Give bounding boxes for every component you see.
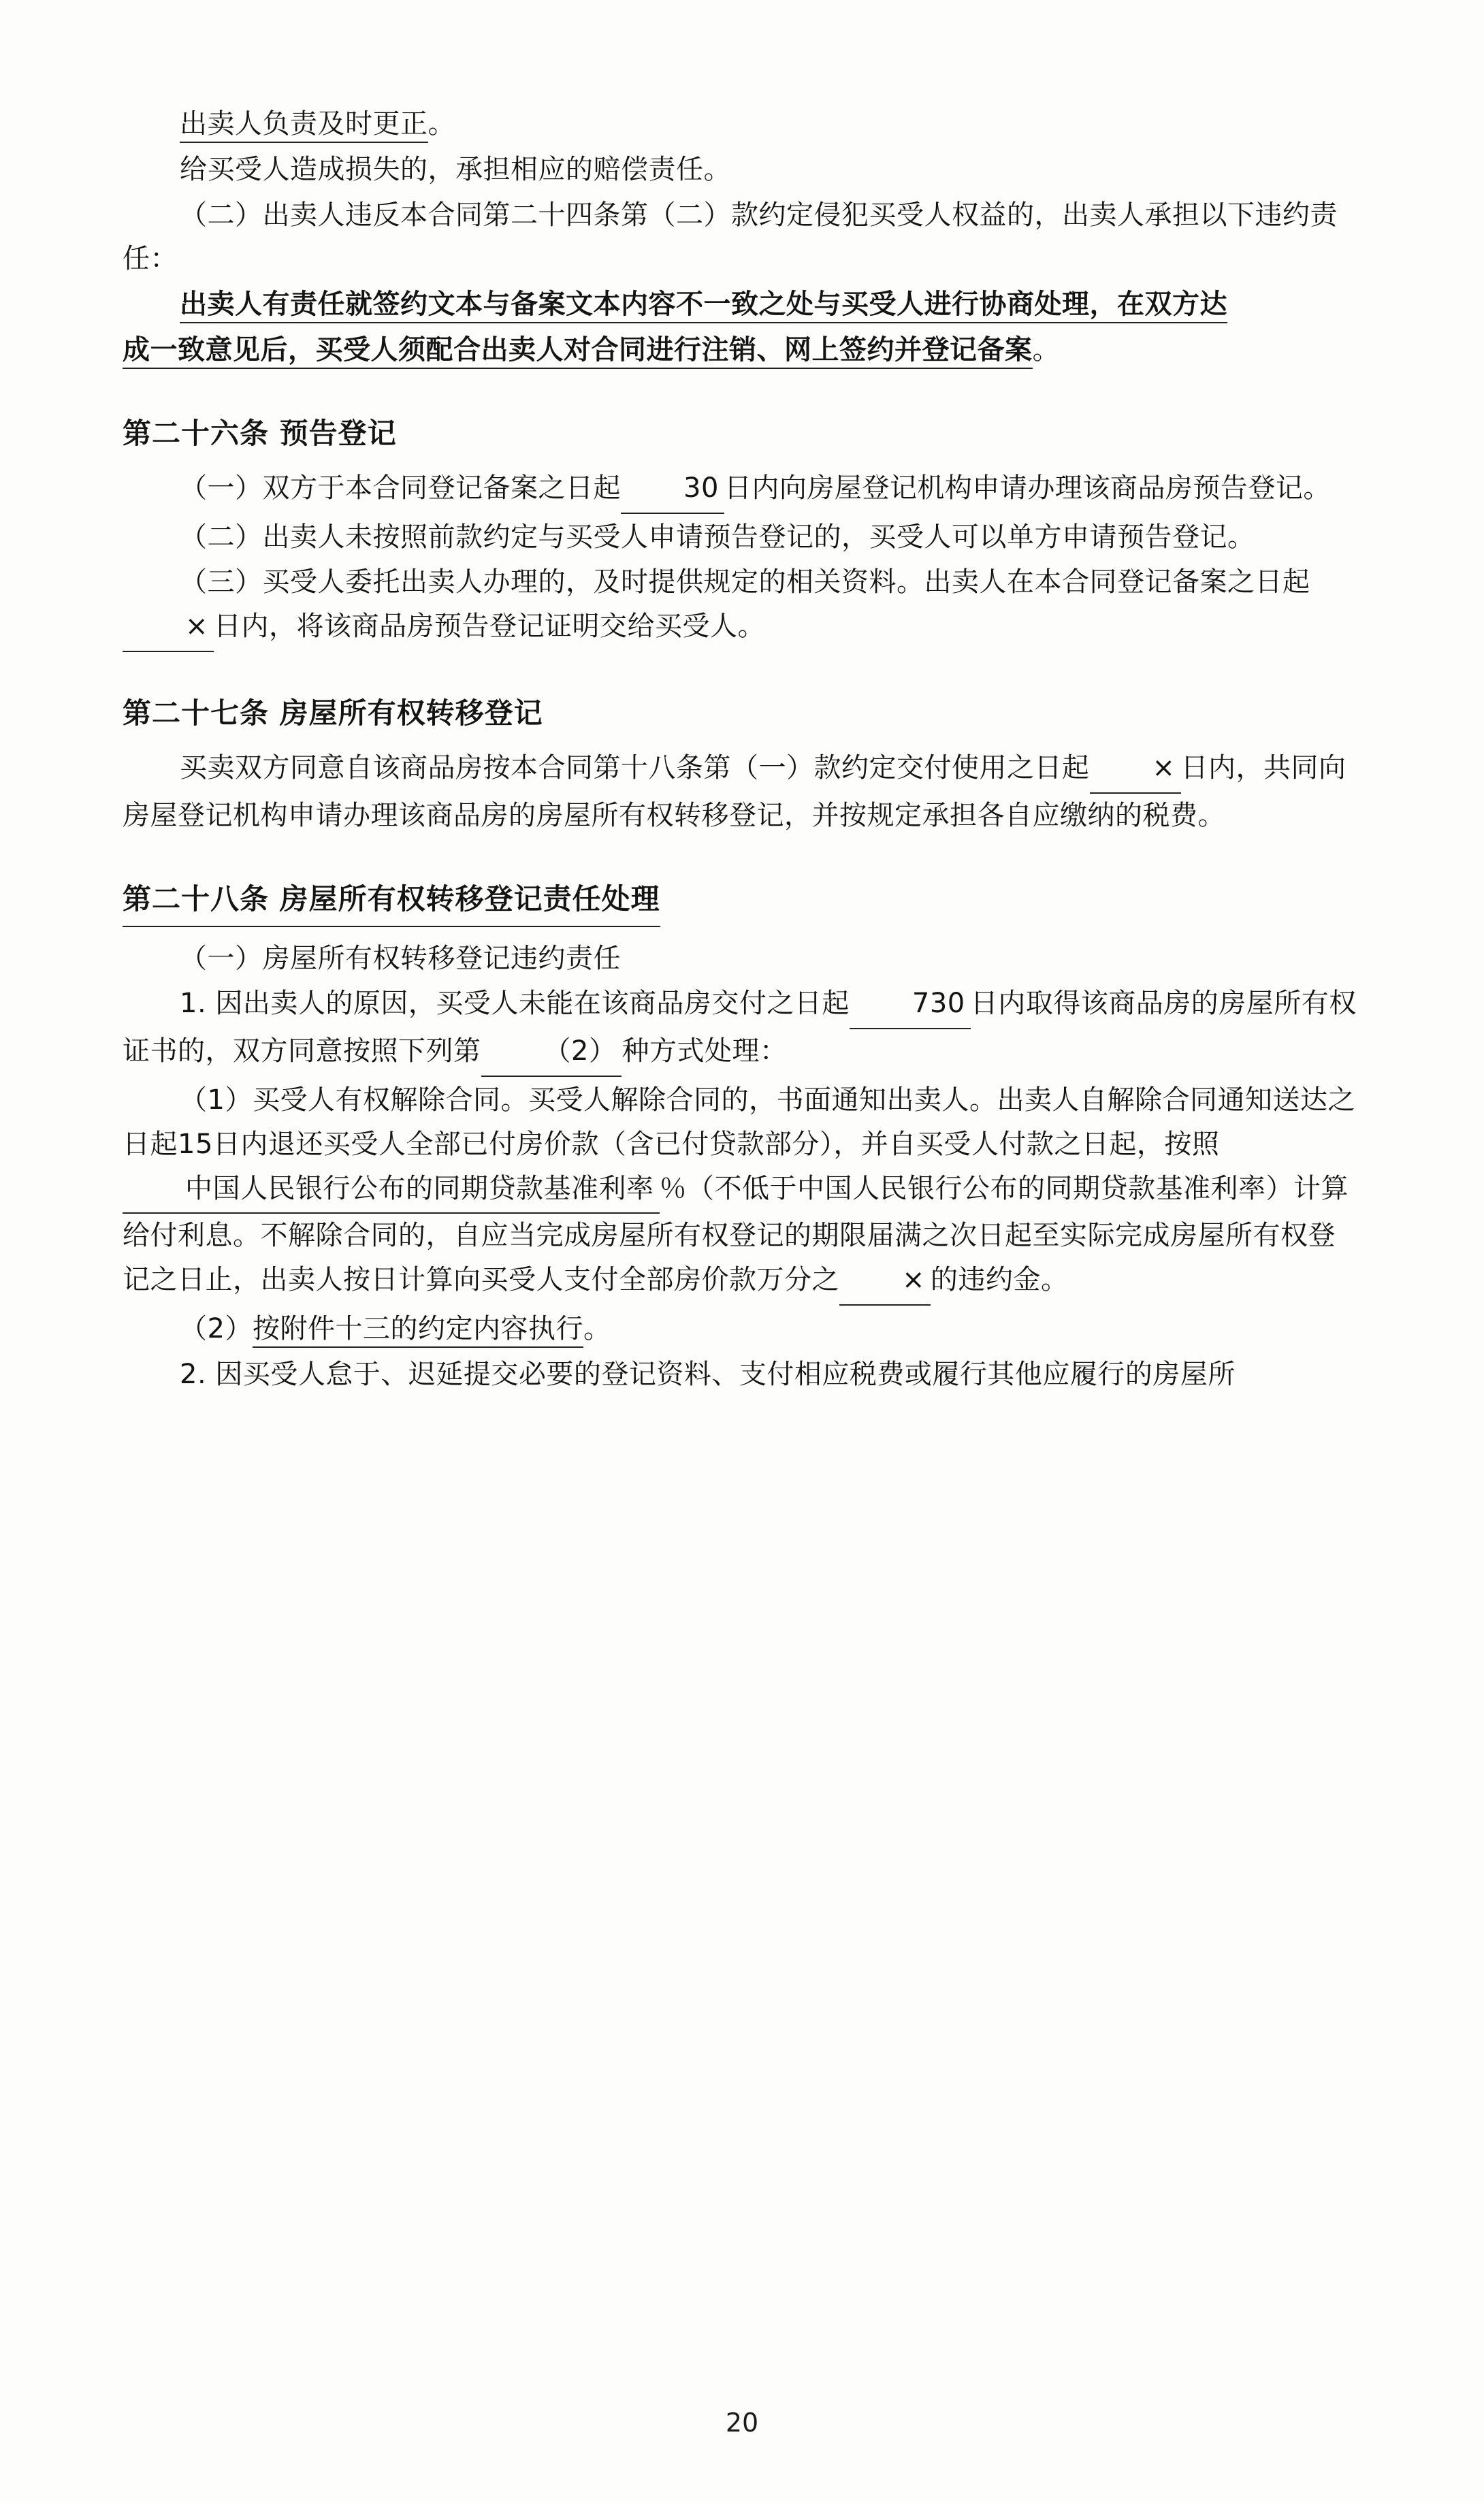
heading-article-28 <box>123 876 1361 927</box>
art27-blank: × <box>1090 746 1181 794</box>
art28-1-1-blank-days: 730 <box>850 982 971 1029</box>
art28-opt1-rate-blank: 中国人民银行公布的同期贷款基准利率 <box>123 1167 660 1214</box>
paragraph-filled-bold-1 <box>123 282 1361 327</box>
art28-1-1-mid: 日内取得该商品房的房屋所有权证书的，双方同意按照下列第 <box>123 988 1357 1067</box>
art28-opt2-post: 。 <box>583 1313 611 1345</box>
art28-1-1-pre: 1. 因出卖人的原因，买受人未能在该商品房交付之日起 <box>180 988 850 1020</box>
art28-opt2-underlined-fill: 按附件十三的约定内容执行 <box>253 1313 583 1348</box>
art28-1-1-post: 种方式处理： <box>622 1035 788 1067</box>
paragraph-filled-bold-2 <box>123 328 1361 372</box>
underlined-bold-fill-1: 出卖人有责任就签约文本与备案文本内容不一致之处与买受人进行协商处理，在双方达 <box>180 289 1227 323</box>
paragraph-art26-3 <box>123 560 1361 652</box>
art28-opt2-pre: （2） <box>180 1313 253 1345</box>
paragraph-art27 <box>123 746 1361 838</box>
paragraph-art28-1-2: 2. 因买受人怠于、迟延提交必要的登记资料、支付相应税费或履行其他应履行的房屋所 <box>180 1358 1236 1390</box>
art26-1-blank: 30 <box>621 466 724 514</box>
document-body <box>123 102 1361 1397</box>
underlined-fill-text: 出卖人负责及时更正 <box>180 108 428 143</box>
paragraph-art28-option-2 <box>123 1307 1361 1351</box>
paragraph-art28-1: （一）房屋所有权转移登记违约责任 <box>180 942 621 974</box>
heading-article-27: 第二十七条 房屋所有权转移登记 <box>123 696 543 730</box>
heading-article-26: 第二十六条 预告登记 <box>123 416 397 450</box>
art26-3-pre: （三）买受人委托出卖人办理的，及时提供规定的相关资料。出卖人在本合同登记备案之日起 <box>180 566 1310 598</box>
paragraph-art28-option-1 <box>123 1078 1361 1306</box>
underlined-bold-fill-2: 成一致意见后，买受人须配合出卖人对合同进行注销、网上签约并登记备案 <box>123 334 1033 369</box>
page-number: 20 <box>725 2408 759 2438</box>
art28-opt1-b: ％（不低于中国人民银行公布的同期贷款基准利率）计算给付利息。不解除合同的，自应当完成房屋所有权登记的期限届满之次日起至实际完成房屋所有权登记之日止，出卖人按日计算向买受人支付全部房价款万分之 <box>123 1172 1349 1296</box>
art27-pre: 买卖双方同意自该商品房按本合同第十八条第（一）款约定交付使用之日起 <box>180 752 1090 784</box>
paragraph-tail-2: 。 <box>1032 334 1060 366</box>
paragraph-art26-2: （二）出卖人未按照前款约定与买受人申请预告登记的，买受人可以单方申请预告登记。 <box>180 521 1255 553</box>
art26-3-post: 日内，将该商品房预告登记证明交给买受人。 <box>214 611 766 643</box>
paragraph-continuation <box>123 102 1361 146</box>
paragraph-damages: 给买受人造成损失的，承担相应的赔偿责任。 <box>180 153 731 185</box>
art26-3-blank: × <box>123 604 214 652</box>
art26-1-pre: （一）双方于本合同登记备案之日起 <box>180 472 621 504</box>
paragraph-clause-2: （二）出卖人违反本合同第二十四条第（二）款约定侵犯买受人权益的，出卖人承担以下违约责任： <box>123 199 1338 275</box>
heading-article-28-text: 第二十八条 房屋所有权转移登记责任处理 <box>123 876 660 927</box>
art28-opt1-a: （1）买受人有权解除合同。买受人解除合同的，书面通知出卖人。出卖人自解除合同通知送达之日起15日内退还买受人全部已付房价款（含已付贷款部分），并自买受人付款之日起，按照 <box>123 1084 1355 1160</box>
paragraph-art26-1 <box>123 466 1361 514</box>
paragraph-tail: 。 <box>428 108 455 140</box>
art26-1-post: 日内向房屋登记机构申请办理该商品房预告登记。 <box>724 472 1331 504</box>
art27-post: 日内，共同向房屋登记机构申请办理该商品房的房屋所有权转移登记，并按规定承担各自应缴纳的税费。 <box>123 752 1346 831</box>
art28-opt1-penalty-blank: × <box>839 1258 931 1306</box>
art28-1-1-blank-option: （2） <box>481 1029 622 1077</box>
art28-opt1-c: 的违约金。 <box>931 1264 1069 1296</box>
paragraph-art28-1-1 <box>123 982 1361 1077</box>
